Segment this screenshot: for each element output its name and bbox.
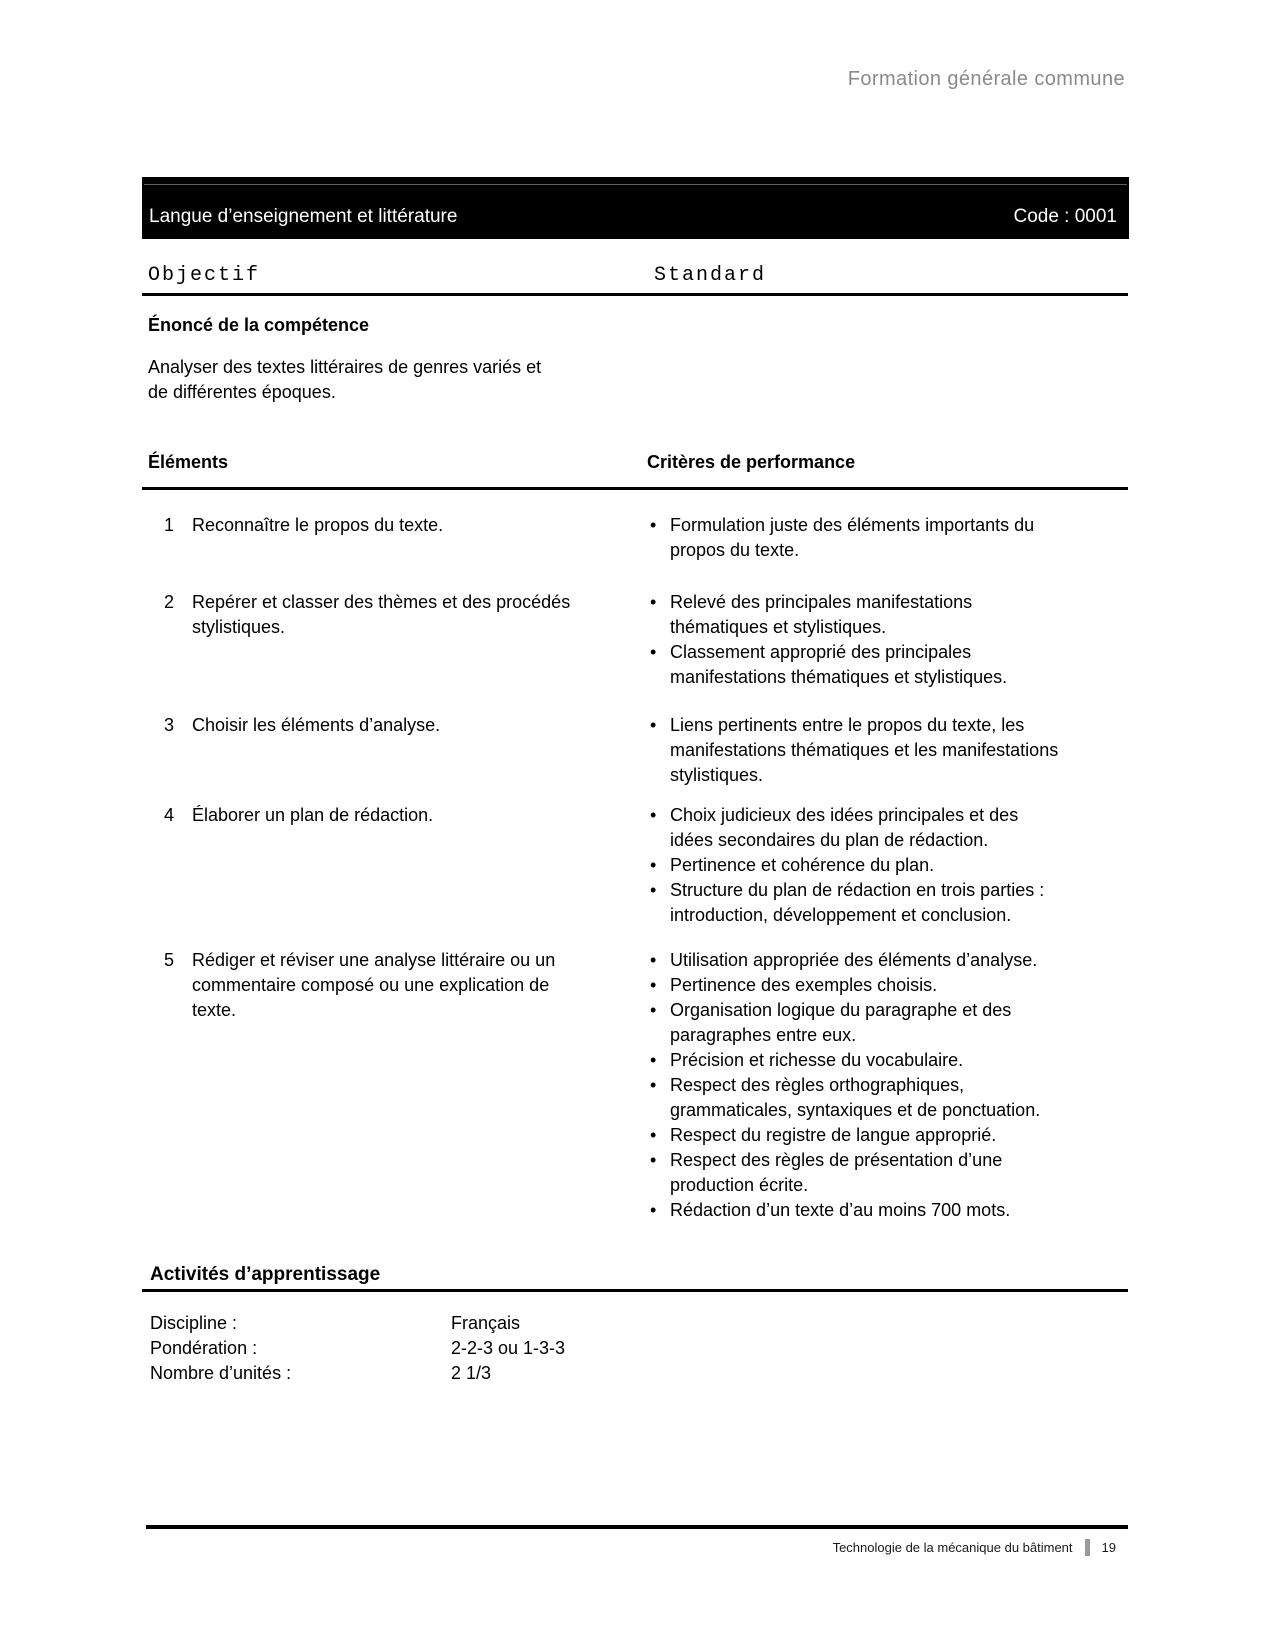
criteria-cell xyxy=(647,590,1067,690)
running-header: Formation générale commune xyxy=(847,68,1125,90)
criteria-cell xyxy=(647,948,1067,1223)
criteria-item: • Pertinence des exemples choisis. xyxy=(647,973,1062,998)
title-bar-code: Code : 0001 xyxy=(1013,205,1117,227)
element-text: Choisir les éléments d’analyse. xyxy=(192,715,441,735)
field-value: 2-2-3 ou 1-3-3 xyxy=(451,1338,566,1358)
criteria-item: • Respect des règles orthographiques, grammaticales, syntaxiques et de ponctuation. xyxy=(647,1073,1062,1123)
criteria-item: • Respect du registre de langue approprié. xyxy=(647,1123,1062,1148)
divider-rule xyxy=(142,1289,1128,1292)
standard-header: Standard xyxy=(654,264,767,287)
elements-column-header: Éléments xyxy=(148,452,229,472)
field-value: 2 1/3 xyxy=(451,1363,492,1383)
element-number: 2 xyxy=(164,592,175,612)
field-row-discipline xyxy=(150,1311,565,1336)
criteria-item: • Formulation juste des éléments importants du propos du texte. xyxy=(647,513,1062,563)
element-number: 4 xyxy=(164,805,175,825)
table-column-headers xyxy=(142,450,1128,474)
criteria-item: • Précision et richesse du vocabulaire. xyxy=(647,1048,1062,1073)
criteria-item: • Choix judicieux des idées principales et des idées secondaires du plan de rédaction. xyxy=(647,803,1062,853)
element-text: Élaborer un plan de rédaction. xyxy=(192,805,434,825)
competence-heading: Énoncé de la compétence xyxy=(148,315,370,335)
footer-rule xyxy=(146,1525,1128,1529)
field-label: Discipline : xyxy=(150,1313,238,1333)
criteria-list xyxy=(647,948,1067,1223)
criteria-item: • Organisation logique du paragraphe et des paragraphes entre eux. xyxy=(647,998,1062,1048)
criteria-item: • Liens pertinents entre le propos du texte, les manifestations thématiques et les manifestations stylistiques. xyxy=(647,713,1062,788)
criteria-cell xyxy=(647,713,1067,788)
objectif-header: Objectif xyxy=(148,264,261,287)
field-label: Nombre d’unités : xyxy=(150,1363,292,1383)
field-row-ponderation xyxy=(150,1336,565,1361)
criteria-item: • Classement approprié des principales manifestations thématiques et stylistiques. xyxy=(647,640,1062,690)
criteria-cell xyxy=(647,803,1067,928)
page-footer xyxy=(833,1539,1128,1556)
criteria-item: • Structure du plan de rédaction en trois parties : introduction, développement et conclusion. xyxy=(647,878,1062,928)
criteria-item: • Utilisation appropriée des éléments d’analyse. xyxy=(647,948,1062,973)
criteria-item: • Relevé des principales manifestations thématiques et stylistiques. xyxy=(647,590,1062,640)
criteria-item: • Respect des règles de présentation d’une production écrite. xyxy=(647,1148,1062,1198)
field-value: Français xyxy=(451,1313,521,1333)
field-label: Pondération : xyxy=(150,1338,258,1358)
divider-rule xyxy=(142,487,1128,490)
footer-separator xyxy=(1085,1539,1090,1556)
competence-statement: Analyser des textes littéraires de genres variés et de différentes époques. xyxy=(148,357,542,402)
element-text: Reconnaître le propos du texte. xyxy=(192,515,444,535)
criteria-list xyxy=(647,513,1067,563)
element-number: 5 xyxy=(164,950,175,970)
criteria-cell xyxy=(647,513,1067,563)
title-bar xyxy=(142,177,1129,239)
element-text: Repérer et classer des thèmes et des procédés stylistiques. xyxy=(192,592,571,637)
criteria-item: • Pertinence et cohérence du plan. xyxy=(647,853,1062,878)
element-number: 1 xyxy=(164,515,175,535)
divider-rule xyxy=(142,293,1128,296)
activities-heading: Activités d’apprentissage xyxy=(150,1264,381,1285)
criteria-list xyxy=(647,713,1067,788)
activities-fields xyxy=(150,1311,565,1386)
footer-program: Technologie de la mécanique du bâtiment xyxy=(832,1540,1073,1555)
criteria-column-header: Critères de performance xyxy=(647,452,856,472)
footer-page-number: 19 xyxy=(1101,1540,1116,1555)
element-text: Rédiger et réviser une analyse littéraire ou un commentaire composé ou une explication de texte. xyxy=(192,950,556,1020)
objectif-standard-header xyxy=(142,263,1128,289)
element-number: 3 xyxy=(164,715,175,735)
title-bar-title: Langue d’enseignement et littérature xyxy=(149,205,458,227)
criteria-item: • Rédaction d’un texte d’au moins 700 mots. xyxy=(647,1198,1062,1223)
criteria-list xyxy=(647,590,1067,690)
field-row-unites xyxy=(150,1361,565,1386)
criteria-list xyxy=(647,803,1067,928)
